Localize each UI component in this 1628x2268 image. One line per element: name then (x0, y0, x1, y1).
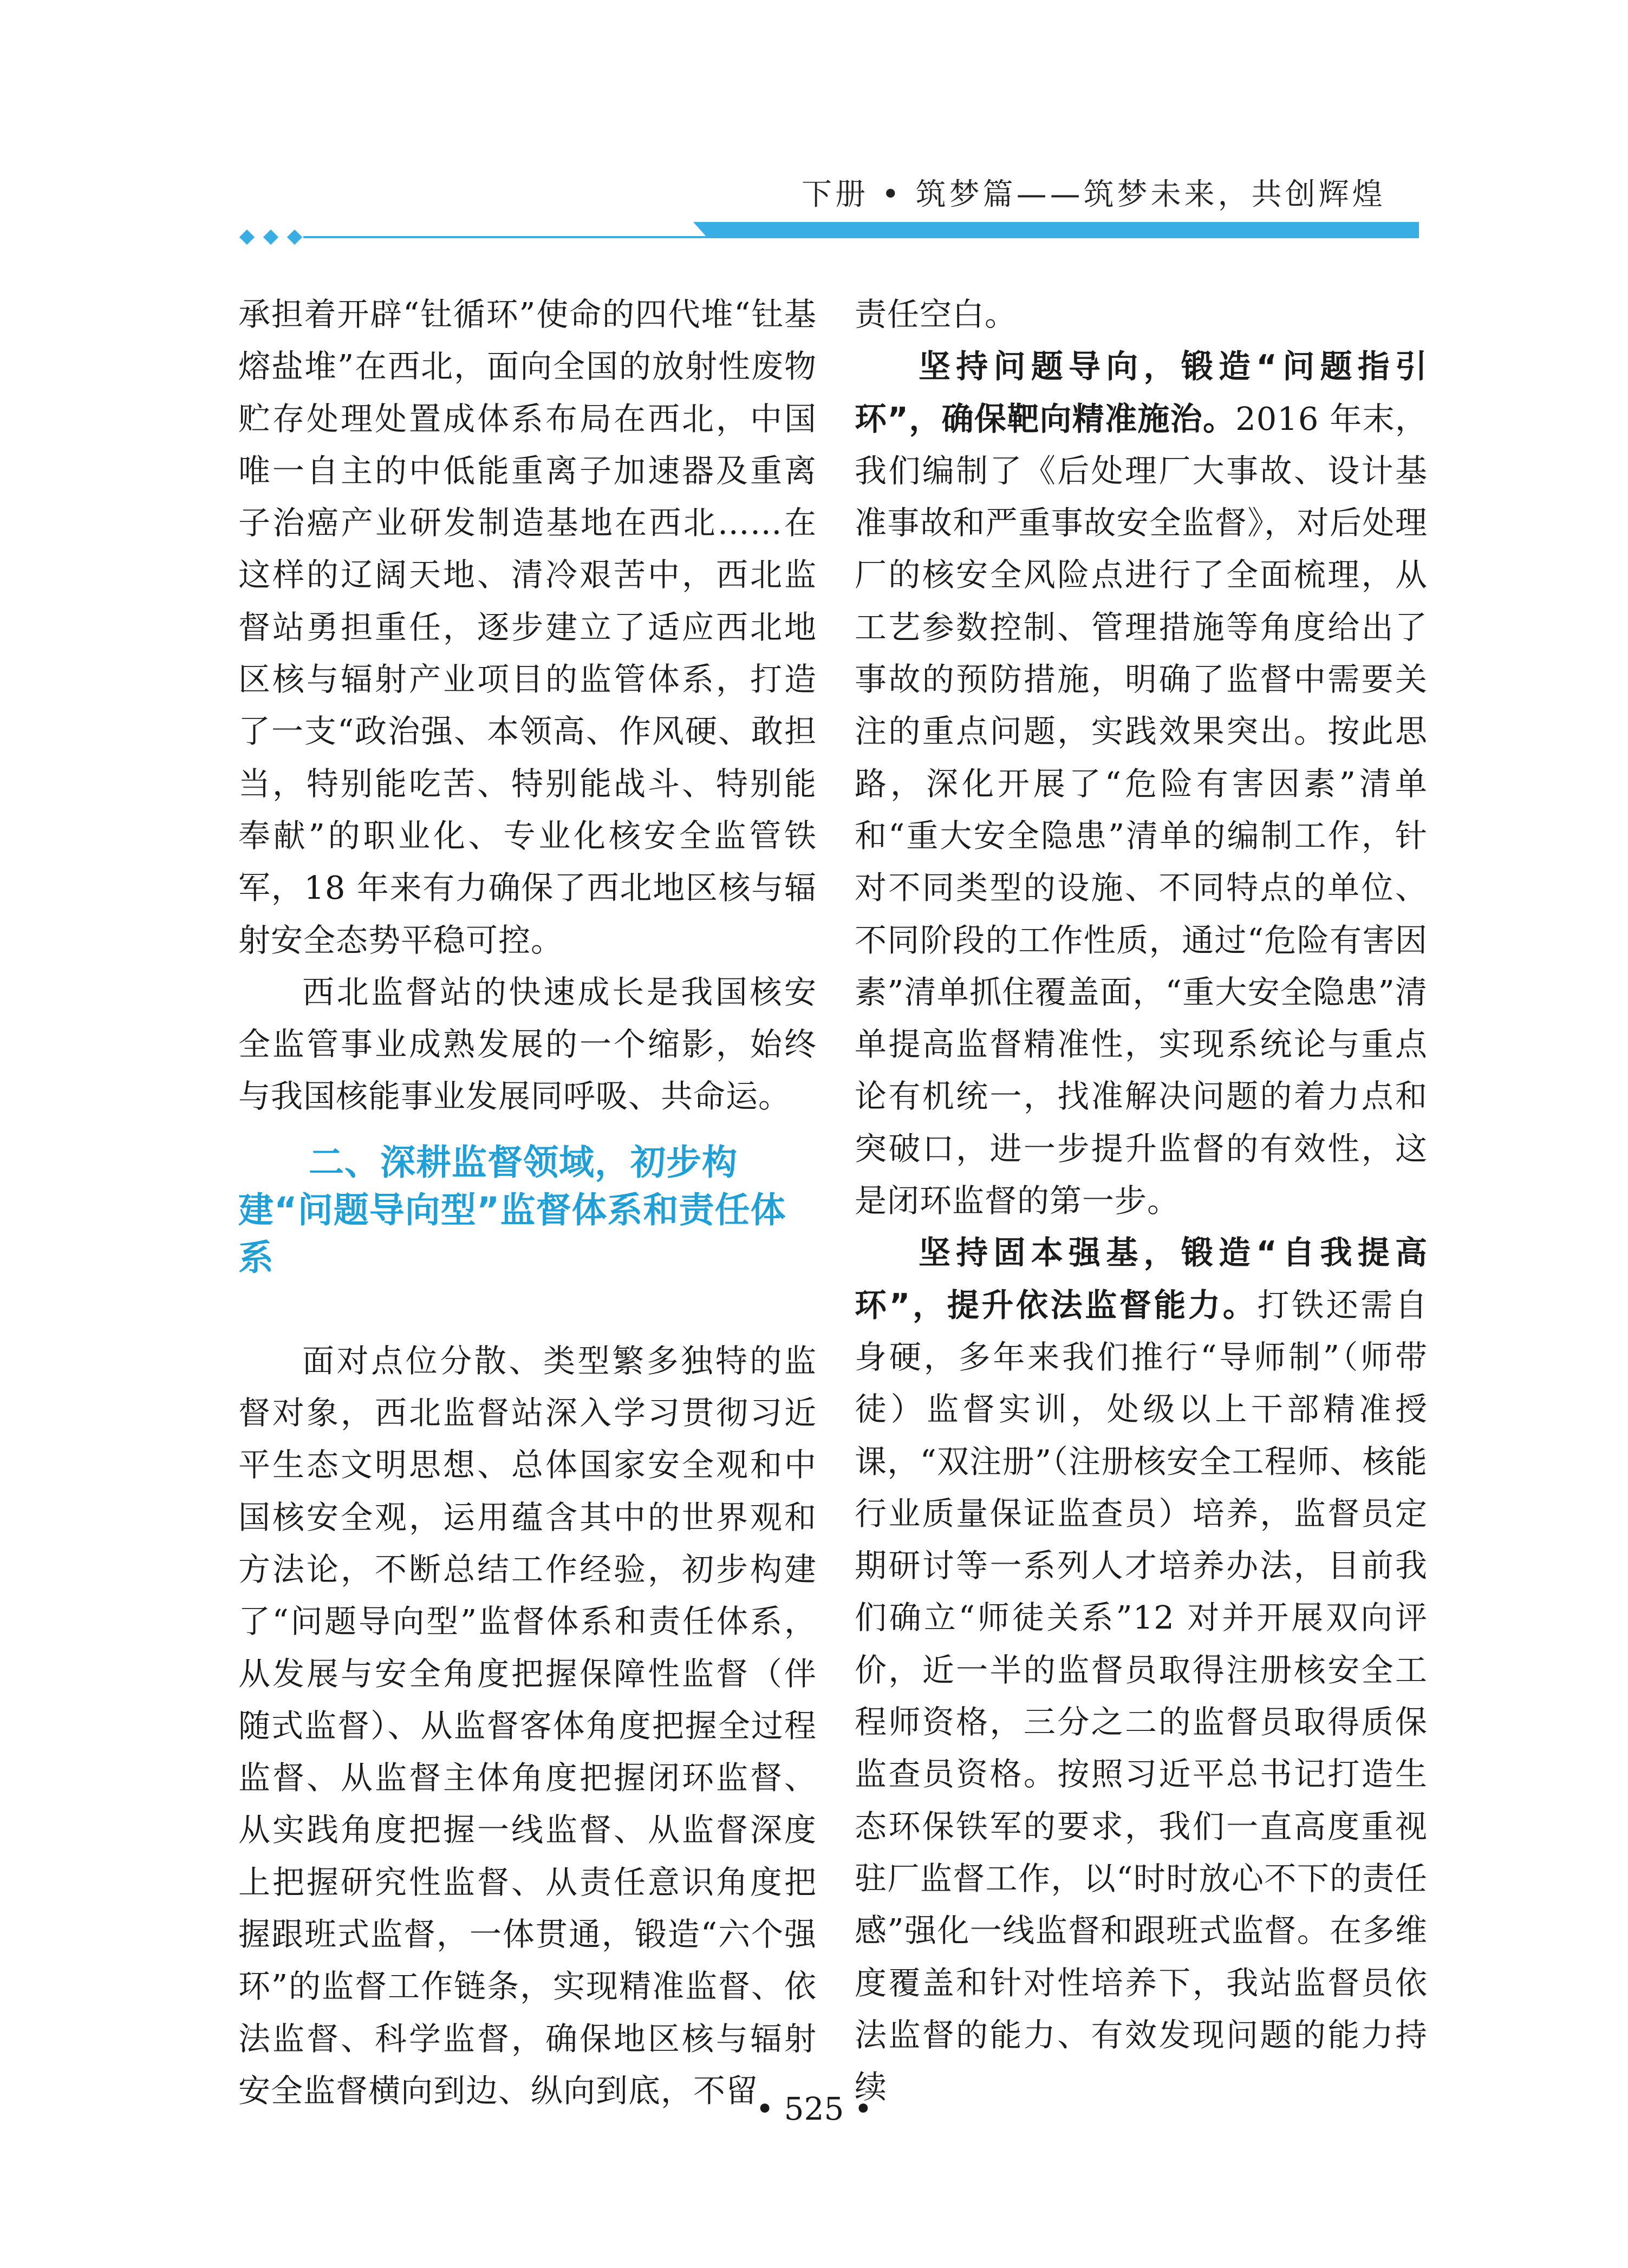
section-heading: 二、深耕监督领域，初步构建“问题导向型”监督体系和责任体系 (238, 1142, 786, 1278)
right-column (855, 289, 1428, 2113)
paragraph: 承担着开辟“钍循环”使命的四代堆“钍基熔盐堆”在西北，面向全国的放射性废物贮存处理处置成体系布局在西北，中国唯一自主的中低能重离子加速器及重离子治癌产业研发制造基地在西北……在这样的辽阔天地、清冷艰苦中，西北监督站勇担重任，逐步建立了适应西北地区核与辐射产业项目的监管体系，打造了一支“政治强、本领高、作风硬、敢担当，特别能吃苦、特别能战斗、特别能奉献”的职业化、专业化核安全监管铁军，18 年来有力确保了西北地区核与辐射安全态势平稳可控。 (238, 296, 817, 959)
paragraph-lead-bold: 坚持问题导向，锻造“问题指引环”，确保靶向精准施治。 (855, 348, 1428, 437)
diamond-icon (263, 230, 278, 245)
paragraph-text: 2016 年末，我们编制了《后处理厂大事故、设计基准事故和严重事故安全监督》，对后处理厂的核安全风险点进行了全面梳理，从工艺参数控制、管理措施等角度给出了事故的预防措施，明确了监督中需要关注的重点问题，实践效果突出。按此思路，深化开展了“危险有害因素”清单和“重大安全隐患”清单的编制工作，针对不同类型的设施、不同特点的单位、不同阶段的工作性质，通过“危险有害因素”清单抓住覆盖面，“重大安全隐患”清单提高监督精准性，实现系统论与重点论有机统一，找准解决问题的着力点和突破口，进一步提升监督的有效性，这是闭环监督的第一步。 (855, 400, 1428, 1220)
page-number: • 525 • (756, 2090, 872, 2127)
running-header-title: 下册 • 筑梦篇——筑梦未来，共创辉煌 (802, 177, 1386, 212)
left-column (238, 289, 817, 2117)
paragraph (855, 341, 1428, 1227)
paragraph-text: 打铁还需自身硬，多年来我们推行“导师制”（师带徒）监督实训，处级以上干部精准授课，“双注册”（注册核安全工程师、核能行业质量保证监查员）培养，监督员定期研讨等一系列人才培养办法，目前我们确立“师徒关系”12 对并开展双向评价，近一半的监督员取得注册核安全工程师资格，三分之二的监督员取得质保监查员资格。按照习近平总书记打造生态环保铁军的要求，我们一直高度重视驻厂监督工作，以“时时放心不下的责任感”强化一线监督和跟班式监督。在多维度覆盖和针对性培养下，我站监督员依法监督的能力、有效发现问题的能力持续 (855, 1286, 1428, 2106)
paragraph (855, 1227, 1428, 2113)
header-diamond-ornament (238, 227, 309, 249)
diamond-icon (287, 230, 302, 245)
paragraph: 面对点位分散、类型繁多独特的监督对象，西北监督站深入学习贯彻习近平生态文明思想、总体国家安全观和中国核安全观，运用蕴含其中的世界观和方法论，不断总结工作经验，初步构建了“问题导向型”监督体系和责任体系，从发展与安全角度把握保障性监督（伴随式监督）、从监督客体角度把握全过程监督、从监督主体角度把握闭环监督、从实践角度把握一线监督、从监督深度上把握研究性监督、从责任意识角度把握跟班式监督，一体贯通，锻造“六个强环”的监督工作链条，实现精准监督、依法监督、科学监督，确保地区核与辐射安全监督横向到边、纵向到底，不留 (238, 1342, 817, 2109)
paragraph-lead-bold: 坚持固本强基，锻造“自我提高环”，提升依法监督能力。 (855, 1234, 1428, 1324)
header-rule-bar (693, 222, 1419, 238)
diamond-icon (239, 230, 255, 245)
paragraph: 责任空白。 (855, 296, 1018, 333)
paragraph: 西北监督站的快速成长是我国核安全监管事业成熟发展的一个缩影，始终与我国核能事业发展同呼吸、共命运。 (238, 973, 817, 1115)
